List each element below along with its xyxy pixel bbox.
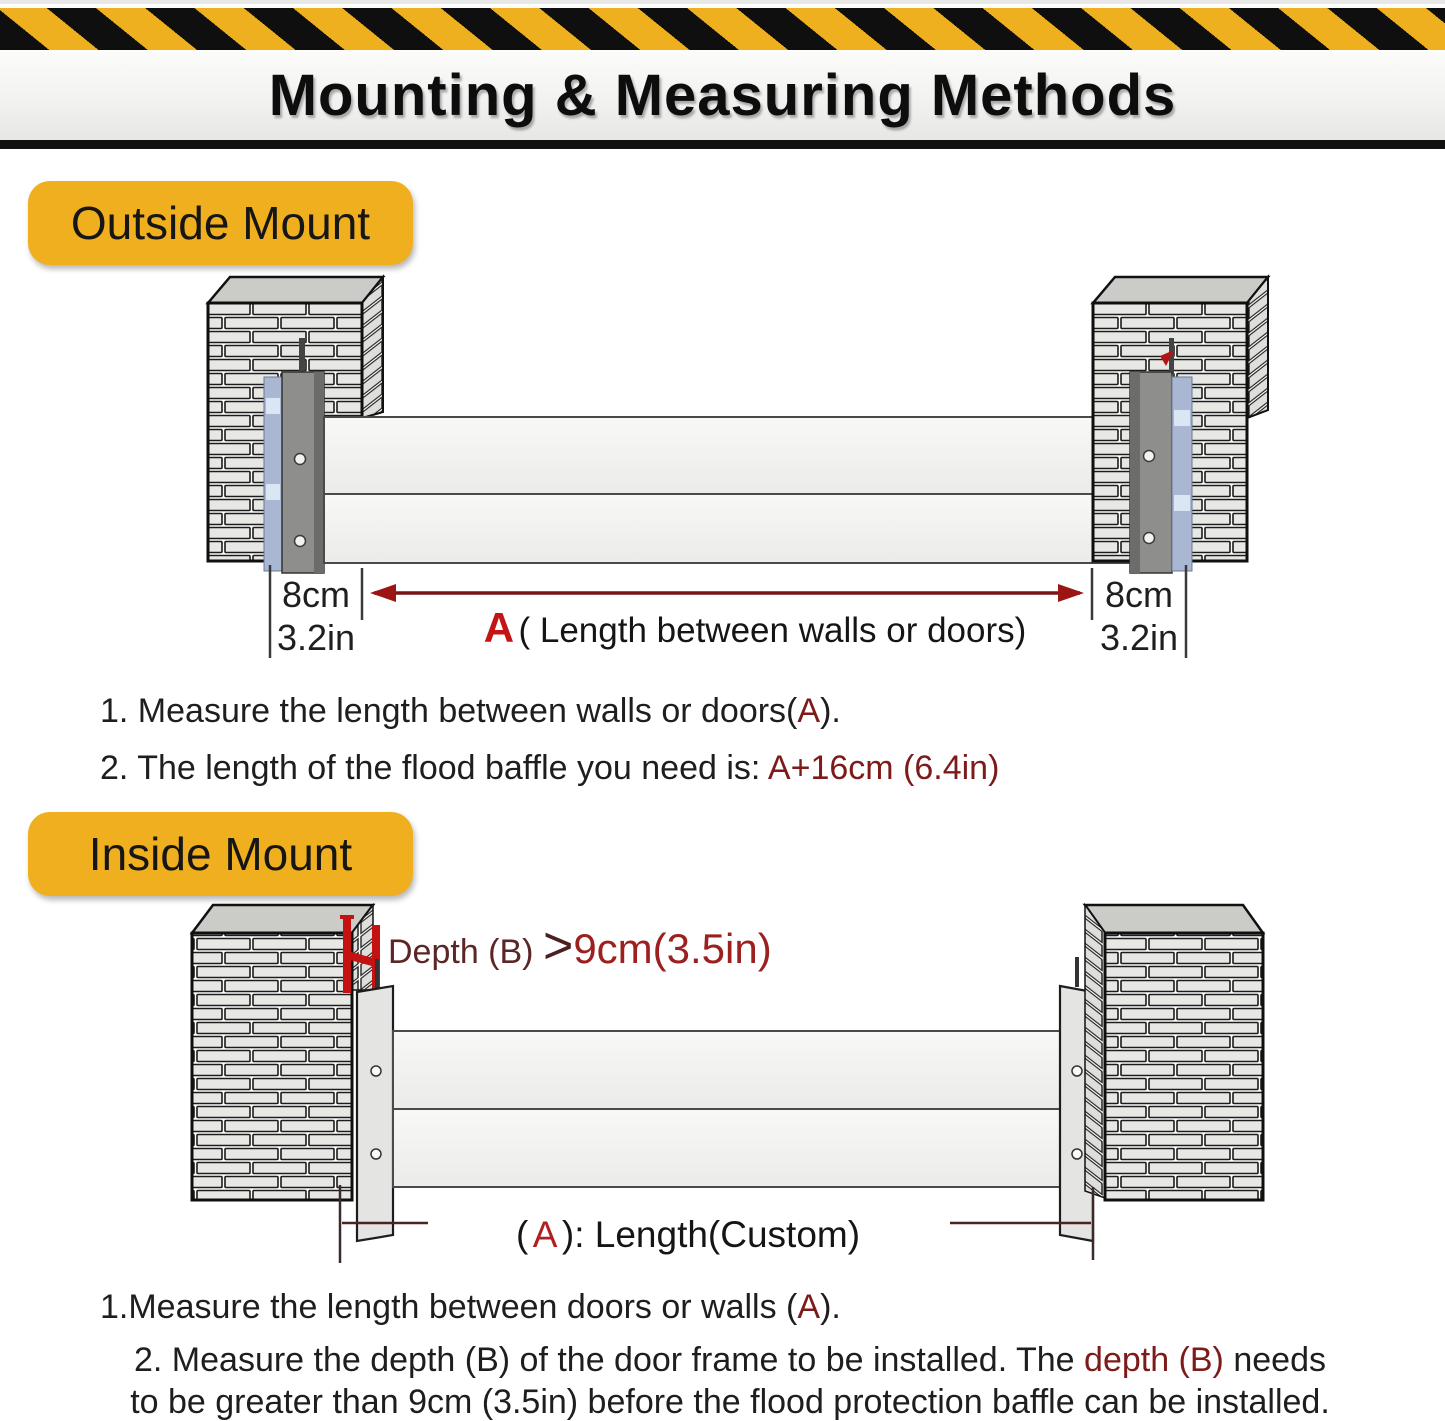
screw-hole [371, 1066, 381, 1076]
title-band [0, 50, 1445, 140]
inside-right-pillar [1085, 905, 1263, 1200]
hazard-stripe-band [0, 8, 1445, 50]
outside-mount-badge-label: Outside Mount [70, 197, 371, 249]
inside-left-plate [357, 959, 393, 1241]
inside-step-2: 2. Measure the depth (B) of the door frame to be installed. The depth (B) needs to be greater than 9cm (3.5in) before the flood protection baffle can be installed. [130, 1341, 1330, 1421]
span-length-text: ( Length between walls or doors) [518, 611, 1027, 650]
top-edge-line [0, 0, 1445, 4]
right-gap-cm-label: 8cm [1104, 574, 1174, 615]
screw-hole [295, 454, 306, 465]
outside-mount-badge [28, 181, 413, 265]
greater-than-sign: > [542, 917, 574, 975]
left-gap-cm-label: 8cm [281, 574, 351, 615]
span-length-accent: A [483, 604, 515, 651]
inside-step-1: 1.Measure the length between doors or walls (A). [100, 1288, 841, 1326]
depth-name: Depth (B) [388, 933, 543, 971]
inside-flood-barrier [393, 1031, 1060, 1187]
anchor-bolt [1075, 957, 1079, 987]
outside-step-2: 2. The length of the flood baffle you need is: A+16cm (6.4in) [100, 749, 1000, 787]
outside-flood-barrier [324, 417, 1136, 563]
outside-mount-diagram [0, 260, 1445, 665]
depth-value: 9cm(3.5in) [573, 925, 772, 972]
outside-mount-steps [100, 690, 999, 804]
page-title: Mounting & Measuring Methods [268, 62, 1177, 128]
inside-mount-badge [28, 812, 413, 896]
inside-mount-badge-label: Inside Mount [88, 828, 353, 880]
header-divider-bar [0, 140, 1445, 149]
anchor-bolt [375, 959, 379, 989]
screw-hole [1144, 451, 1155, 462]
screw-hole [1072, 1066, 1082, 1076]
depth-requirement-label [388, 916, 772, 976]
outside-step-1: 1. Measure the length between walls or doors(A). [100, 692, 841, 730]
measure-arrow [370, 584, 1084, 602]
screw-hole [371, 1149, 381, 1159]
screw-hole [1144, 533, 1155, 544]
left-gap-in-label: 3.2in [276, 617, 356, 658]
right-gap-in-label: 3.2in [1099, 617, 1179, 658]
screw-hole [295, 536, 306, 547]
screw-hole [1072, 1149, 1082, 1159]
seal-strip [1172, 377, 1192, 571]
custom-length-label: ( A ): Length(Custom) [515, 1214, 861, 1255]
span-length-label [484, 604, 1027, 651]
